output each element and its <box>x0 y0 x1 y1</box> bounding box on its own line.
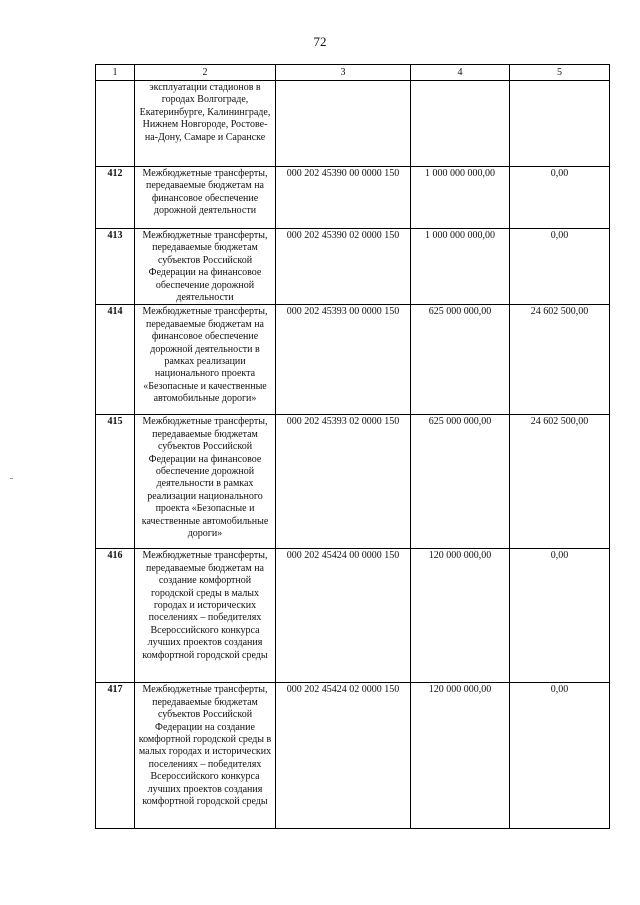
row-number: 416 <box>96 549 135 683</box>
row-name: Межбюджетные трансферты, передаваемые бюджетам субъектов Российской Федерации на финансовое обеспечение дорожной деятельности <box>135 229 276 305</box>
row-code <box>276 81 411 167</box>
row-amount-fact: 0,00 <box>510 167 610 229</box>
row-code: 000 202 45393 00 0000 150 <box>276 305 411 415</box>
row-amount-fact <box>510 81 610 167</box>
row-amount-fact: 0,00 <box>510 683 610 829</box>
row-code: 000 202 45390 00 0000 150 <box>276 167 411 229</box>
row-amount-plan: 120 000 000,00 <box>411 549 510 683</box>
row-number: 417 <box>96 683 135 829</box>
row-name: Межбюджетные трансферты, передаваемые бюджетам на создание комфортной городской среды в малых городах и исторических поселениях – победителях Всероссийского конкурса лучших проектов создания комфортной городской среды <box>135 549 276 683</box>
table-row <box>96 415 610 549</box>
table-row <box>96 229 610 305</box>
table-row <box>96 167 610 229</box>
row-amount-plan: 120 000 000,00 <box>411 683 510 829</box>
row-amount-fact: 24 602 500,00 <box>510 305 610 415</box>
row-amount-fact: 0,00 <box>510 549 610 683</box>
row-amount-fact: 0,00 <box>510 229 610 305</box>
column-header: 4 <box>411 65 510 81</box>
table-header-row <box>96 65 610 81</box>
row-name: Межбюджетные трансферты, передаваемые бюджетам субъектов Российской Федерации на финансовое обеспечение дорожной деятельности в рамках реализации национального проекта «Безопасные и качественные автомобильные дороги» <box>135 415 276 549</box>
row-code: 000 202 45424 02 0000 150 <box>276 683 411 829</box>
column-header: 5 <box>510 65 610 81</box>
row-number: 413 <box>96 229 135 305</box>
row-code: 000 202 45390 02 0000 150 <box>276 229 411 305</box>
table-row <box>96 683 610 829</box>
row-code: 000 202 45424 00 0000 150 <box>276 549 411 683</box>
column-header: 2 <box>135 65 276 81</box>
row-amount-plan <box>411 81 510 167</box>
table-row <box>96 81 610 167</box>
budget-table <box>95 64 610 829</box>
column-header: 1 <box>96 65 135 81</box>
table-row <box>96 305 610 415</box>
table-row <box>96 549 610 683</box>
row-number <box>96 81 135 167</box>
row-number: 414 <box>96 305 135 415</box>
row-name: Межбюджетные трансферты, передаваемые бюджетам на финансовое обеспечение дорожной деятельности в рамках реализации национального проекта «Безопасные и качественные автомобильные дороги» <box>135 305 276 415</box>
row-amount-plan: 625 000 000,00 <box>411 415 510 549</box>
page-number: 72 <box>313 34 327 49</box>
row-name: эксплуатации стадионов в городах Волгограде, Екатеринбурге, Калининграде, Нижнем Новгороде, Ростове-на-Дону, Самаре и Саранске <box>135 81 276 167</box>
row-amount-plan: 625 000 000,00 <box>411 305 510 415</box>
row-amount-plan: 1 000 000 000,00 <box>411 167 510 229</box>
row-amount-fact: 24 602 500,00 <box>510 415 610 549</box>
row-name: Межбюджетные трансферты, передаваемые бюджетам на финансовое обеспечение дорожной деятельности <box>135 167 276 229</box>
row-number: 415 <box>96 415 135 549</box>
column-header: 3 <box>276 65 411 81</box>
row-name: Межбюджетные трансферты, передаваемые бюджетам субъектов Российской Федерации на создание комфортной городской среды в малых городах и исторических поселениях – победителях Всероссийского конкурса лучших проектов создания комфортной городской среды <box>135 683 276 829</box>
row-amount-plan: 1 000 000 000,00 <box>411 229 510 305</box>
row-number: 412 <box>96 167 135 229</box>
row-code: 000 202 45393 02 0000 150 <box>276 415 411 549</box>
scan-edge-mark <box>10 478 13 479</box>
